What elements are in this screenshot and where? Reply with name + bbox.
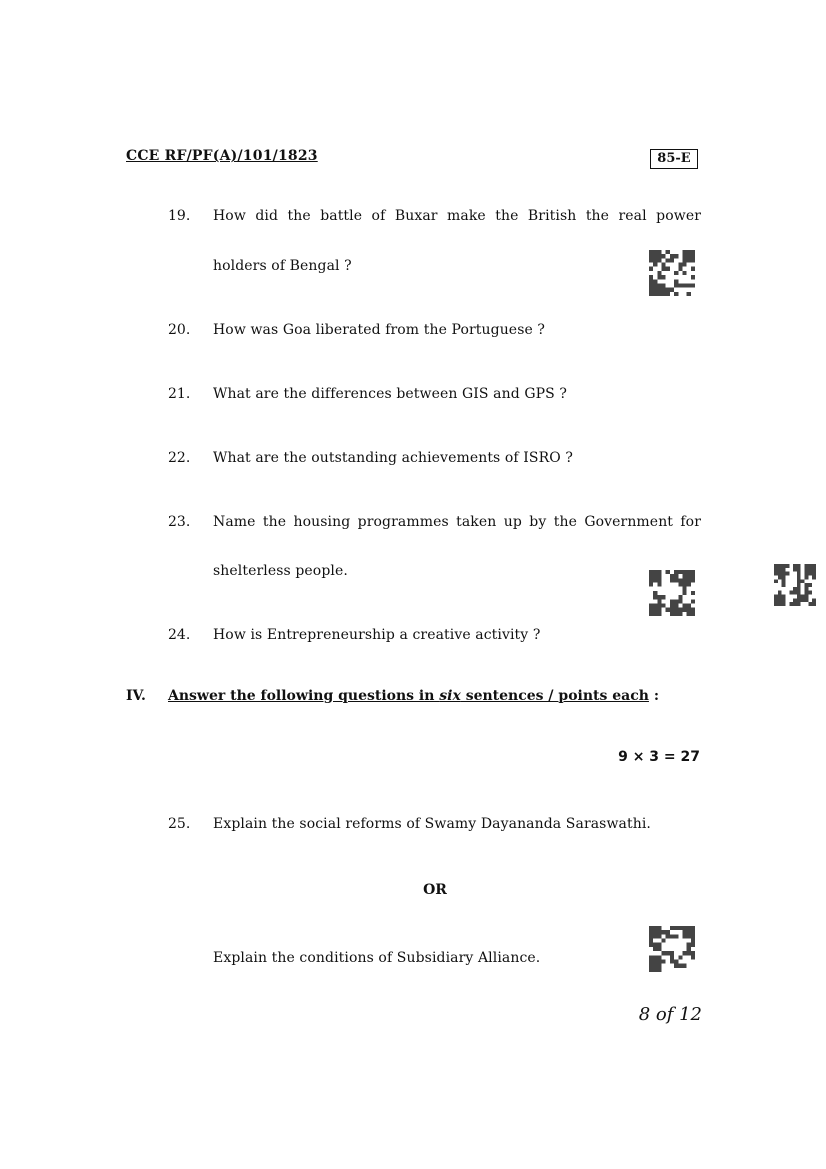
- section-marks: 9 × 3 = 27: [618, 749, 700, 765]
- question-text: Explain the social reforms of Swamy Dayananda Saraswathi.: [213, 816, 651, 832]
- section-number: IV.: [126, 688, 146, 704]
- question-number: 24.: [168, 627, 191, 643]
- question-number: 25.: [168, 816, 191, 832]
- question-text: Name the housing programmes taken up by the Government for: [213, 514, 701, 530]
- instruction-colon: :: [648, 688, 659, 704]
- qr-code-icon: [649, 570, 695, 616]
- question-text: How was Goa liberated from the Portuguese ?: [213, 322, 546, 338]
- question-number: 20.: [168, 322, 191, 338]
- question-text-continued: shelterless people.: [213, 563, 348, 579]
- question-number: 22.: [168, 450, 191, 466]
- qr-code-icon: [649, 926, 695, 972]
- question-text: What are the differences between GIS and GPS ?: [213, 386, 567, 402]
- paper-code-box: 85-E: [650, 149, 698, 169]
- exam-code: CCE RF/PF(A)/101/1823: [126, 148, 318, 164]
- question-number: 19.: [168, 208, 191, 224]
- qr-code-icon: [774, 564, 816, 606]
- instruction-part: Answer the following questions in: [168, 688, 440, 704]
- page-number: 8 of 12: [638, 1004, 702, 1025]
- question-text: How did the battle of Buxar make the British the real power: [213, 208, 701, 224]
- instruction-emphasis: six: [439, 688, 461, 704]
- question-text-alternative: Explain the conditions of Subsidiary Alliance.: [213, 950, 541, 966]
- question-text: How is Entrepreneurship a creative activity ?: [213, 627, 541, 643]
- instruction-part: sentences / points each: [460, 688, 649, 704]
- question-number: 21.: [168, 386, 191, 402]
- question-number: 23.: [168, 514, 191, 530]
- section-instruction: [168, 688, 659, 704]
- qr-code-icon: [649, 250, 695, 296]
- question-text: What are the outstanding achievements of ISRO ?: [213, 450, 573, 466]
- or-separator: OR: [423, 882, 447, 898]
- question-text-continued: holders of Bengal ?: [213, 258, 352, 274]
